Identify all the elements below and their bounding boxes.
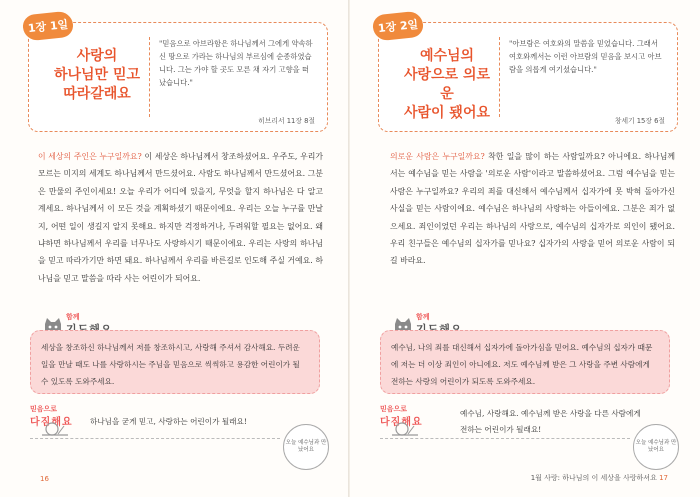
vow-label-small: 믿음으로 bbox=[380, 405, 408, 413]
vow-text: 하나님을 굳게 믿고, 사랑하는 어린이가 될래요! bbox=[90, 417, 247, 426]
vow-label bbox=[30, 404, 90, 434]
title-line: 사랑의 bbox=[76, 48, 118, 64]
vow-label-small: 믿음으로 bbox=[30, 405, 58, 413]
checkin-stamp: 오늘 예수님과 만났어요 bbox=[283, 424, 329, 470]
lesson-lead: 의로운 사람은 누구일까요? bbox=[390, 152, 485, 161]
vow-underline bbox=[30, 438, 280, 439]
lesson-title bbox=[49, 47, 145, 104]
title-divider bbox=[149, 37, 150, 117]
right-page bbox=[350, 0, 700, 497]
title-line: 예수님의 bbox=[419, 48, 475, 64]
lesson-text: 착한 일을 많이 하는 사람일까요? 아니에요. 하나님께서는 예수님을 믿는 사람을 '의로운 사람'이라고 말씀하셨어요. 그럼 예수님을 믿는 사람은 누구일까요? 우리의 죄를 대신해서 예수님께서 십자가에 못 박혀 돌아가신 사실을 믿는 사람이에요. 예수님은 하나님의 사랑하는 아들이에요. 그분은 죄가 없으세요. 죄인이었던 우리는 하나님의 사랑으로, 예수님의 십자가로 의인이 됐어요. 우리 친구들은 예수님의 십자가를 믿나요? 십자가의 사랑을 믿어 의로운 사람이 되길 바라요. bbox=[390, 152, 676, 266]
prayer-box: 세상을 창조하신 하나님께서 저를 창조하시고, 사랑해 주셔서 감사해요. 두려운 일을 만날 때도 나를 사랑하시는 주님을 믿음으로 씩씩하고 용감한 어린이가 될 수 있도록 도와주세요. bbox=[30, 330, 320, 394]
vow-label bbox=[380, 404, 440, 434]
day-badge: 1장 2일 bbox=[372, 10, 424, 41]
page-number: 16 bbox=[40, 475, 49, 483]
scripture-reference: 히브리서 11장 8절 bbox=[258, 117, 315, 125]
title-line: 하나님만 믿고 bbox=[53, 67, 141, 83]
title-line: 사랑으로 의로운 bbox=[403, 67, 491, 102]
vow-label-big: 다짐해요 bbox=[30, 417, 73, 428]
chapter-note: 1월 사랑: 하나님의 이 세상을 사랑하셔요 bbox=[530, 474, 657, 482]
snail-icon bbox=[40, 422, 70, 436]
prayer-label-small: 함께 bbox=[66, 313, 80, 321]
lesson-body bbox=[390, 148, 675, 270]
lesson-lead: 이 세상의 주인은 누구일까요? bbox=[38, 152, 142, 161]
left-title-box bbox=[27, 17, 328, 132]
scripture-reference: 창세기 15장 6절 bbox=[614, 117, 665, 125]
day-badge: 1장 1일 bbox=[22, 10, 74, 41]
vow-text: 예수님, 사랑해요. 예수님께 받은 사랑을 다른 사람에게 전하는 어린이가 될래요! bbox=[460, 409, 641, 434]
right-title-box bbox=[377, 17, 678, 132]
title-line: 사람이 됐어요 bbox=[403, 105, 491, 121]
scripture-quote: "아브람은 여호와의 말씀을 믿었습니다. 그래서 여호와께서는 이런 아브람의 믿음을 보시고 아브람을 의롭게 여기셨습니다." bbox=[509, 39, 662, 74]
lesson-text: 이 세상은 하나님께서 창조하셨어요. 우주도, 우리가 모르는 미지의 세계도 하나님께서 만드셨어요. 사람도 하나님께서 만드셨어요. 그분은 만물의 주인이세요! 오늘 우리가 어디에 있을지, 무엇을 할지 하나님은 다 알고 계세요. 하나님께서 이 모든 것을 계획하셨기 때문이에요. 우리는 오늘 누구를 만날지, 어떤 일이 생길지 알지 못해요. 하지만 걱정하거나, 두려워할 필요는 없어요. 왜냐하면 하나님께서 우리를 너무나도 사랑하시기 때문이에요. 우리는 사랑의 하나님을 믿고 따라가기만 하면 돼요. 하나님께서 우리를 바른길로 인도해 주실 거예요. 하나님을 믿고 말씀을 따라 사는 어린이가 되어요. bbox=[38, 152, 324, 283]
checkin-stamp: 오늘 예수님과 만났어요 bbox=[633, 424, 679, 470]
title-divider bbox=[499, 37, 500, 117]
lesson-body bbox=[38, 148, 323, 287]
title-line: 따라갈래요 bbox=[63, 86, 131, 102]
scripture-quote: "믿음으로 아브라함은 하나님께서 그에게 약속하신 땅으로 가라는 하나님의 부르심에 순종하였습니다. 그는 가야 할 곳도 모른 채 자기 고향을 떠났습니다." bbox=[159, 39, 313, 87]
page-number: 17 bbox=[659, 474, 668, 482]
prayer-label-small: 함께 bbox=[416, 313, 430, 321]
page-footer bbox=[531, 473, 668, 483]
prayer-box: 예수님, 나의 죄를 대신해서 십자가에 돌아가심을 믿어요. 예수님의 십자가 때문에 저는 더 이상 죄인이 아니에요. 저도 예수님께 받은 그 사랑을 주변 사람에게 전하는 사랑의 어린이가 되도록 도와주세요. bbox=[380, 330, 670, 394]
vow-label-big: 다짐해요 bbox=[380, 417, 423, 428]
snail-icon bbox=[390, 422, 420, 436]
vow-underline bbox=[380, 438, 630, 439]
lesson-title bbox=[399, 47, 495, 123]
